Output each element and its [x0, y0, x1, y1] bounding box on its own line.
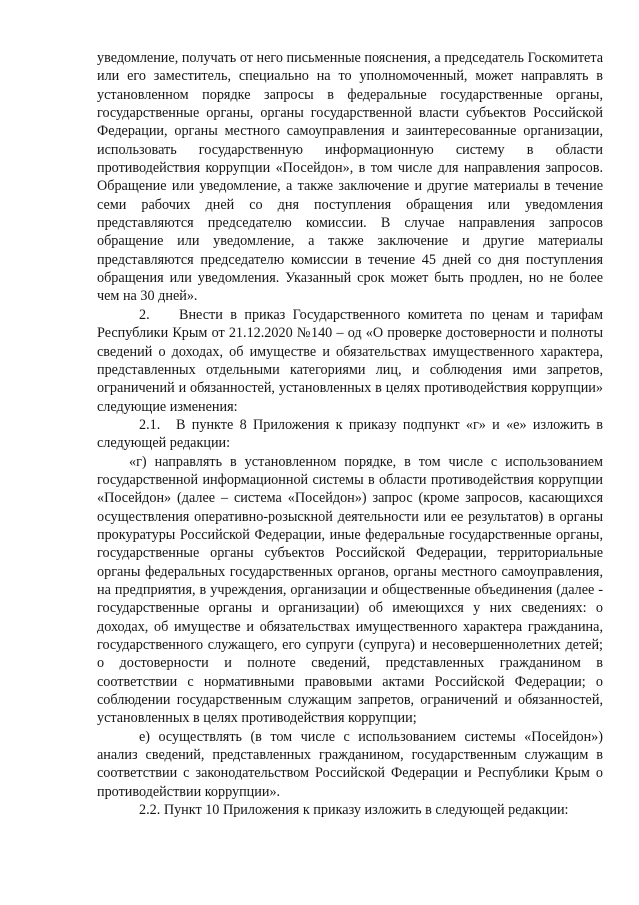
paragraph-subitem-g: «г) направлять в установленном порядке, в том числе с использованием государственной информационной системы в области противодействия коррупции «Посейдон» (далее – система «Посейдон») запрос (кроме запросов, касающихся осуществления оперативно-розыскной деятельности или ее результатов) в органы прокуратуры Российской Федерации, иные федеральные государственные органы, государственные органы субъектов Российской Федерации, территориальные органы федеральных государственных органов, органы местного самоуправления, на предприятия, в учреждения, организации и общественные объединения (далее - государственные органы и организации) об имеющихся у них сведениях: о доходах, об имуществе и обязательствах имущественного характера гражданина, государственного служащего, его супруги (супруга) и несовершеннолетних детей; о достоверности и полноте сведений, представленных гражданином в соответствии с нормативными правовыми актами Российской Федерации; о соблюдении государственным служащим запретов, ограничений и обязанностей, установленных в целях противодействия коррупции; [97, 453, 603, 727]
item-2-number: 2. [139, 306, 150, 323]
item-2-1-text: В пункте 8 Приложения к приказу подпункт «г» и «е» изложить в следующей редакции: [97, 416, 603, 452]
paragraph-subitem-e: е) осуществлять (в том числе с использованием системы «Посейдон») анализ сведений, представленных гражданином, государственным служащим в соответствии с законодательством Российской Федерации и Республики Крым о противодействии коррупции». [97, 728, 603, 800]
paragraph-item-2 [97, 306, 603, 416]
document-text [97, 49, 603, 819]
paragraph-item-2-2: 2.2. Пункт 10 Приложения к приказу изложить в следующей редакции: [139, 802, 569, 819]
paragraph-item-2-1 [97, 416, 603, 453]
item-2-text: Внести в приказ Государственного комитета по ценам и тарифам Республики Крым от 21.12.2020 №140 – од «О проверке достоверности и полноты сведений о доходах, об имуществе и обязательствах имущественного характера, представленных отдельными категориями лиц, и соблюдения ими запретов, ограничений и обязанностей, установленных в целях противодействия коррупции» следующие изменения: [97, 306, 603, 415]
paragraph-continuation: уведомление, получать от него письменные пояснения, а председатель Госкомитета или его заместитель, специально на то уполномоченный, может направлять в установленном порядке запросы в федеральные государственные органы, государственные органы, органы государственной власти субъектов Российской Федерации, органы местного самоуправления и заинтересованные организации, использовать государственную информационную систему в области противодействия коррупции «Посейдон», в том числе для направления запросов. Обращение или уведомление, а также заключение и другие материалы в течение семи рабочих дней со дня поступления обращения или уведомления представляются председателю комиссии. В случае направления запросов обращение или уведомление, а также заключение и другие материалы представляются председателю комиссии в течение 45 дней со дня поступления обращения или уведомления. Указанный срок может быть продлен, но не более чем на 30 дней». [97, 50, 603, 305]
item-2-1-number: 2.1. [139, 416, 161, 433]
